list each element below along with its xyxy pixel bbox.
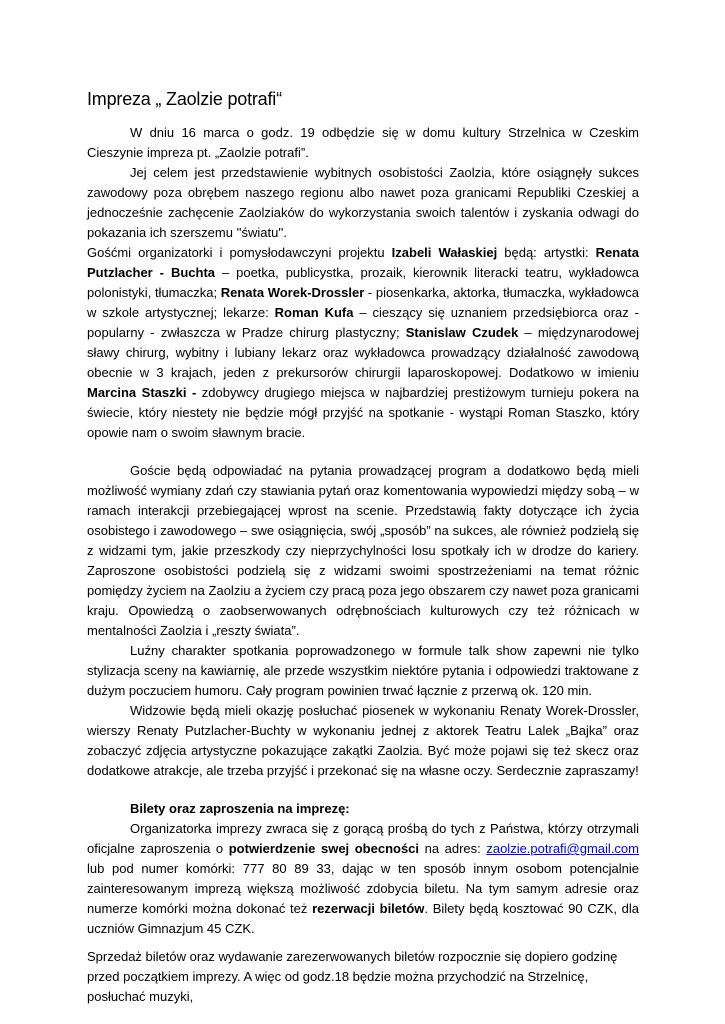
paragraph-sales: Sprzedaż biletów oraz wydawanie zarezerwowanych biletów rozpocznie się dopiero godzinę przed początkiem imprezy. A więc od godz.18 będzie można przychodzić na Strzelnicę, posłuchać muzyki, xyxy=(87,949,618,1004)
paragraph-spacer xyxy=(87,939,639,947)
confirm-attendance-label: potwierdzenie swej obecności xyxy=(228,841,420,856)
guests-text-5: – cieszący się uznaniem przedsiębiorca oraz - popularny - zwłaszcza w Pradze chirurg plastyczny; xyxy=(87,305,640,340)
ticket-reservation-label: rezerwacji biletów xyxy=(312,901,425,916)
tickets-text-3: lub pod numer komórki: 777 80 89 33, dając w ten sposób innym osobom potencjalnie zainteresowanym imprezą większą możliwość zdobycia biletu. Na tym samym adresie oraz numerze komórki można dokonać też xyxy=(87,861,639,916)
document-body xyxy=(87,123,639,1007)
paragraph-attractions: Widzowie będą mieli okazję posłuchać piosenek w wykonaniu Renaty Worek-Drossler, wierszy Renaty Putzlacher-Buchty w wykonaniu jednej z aktorek Teatru Lalek „Bajka” oraz zobaczyć zdjęcia artystyczne pokazujące zakątki Zaolzia. Być może pojawi się też skecz oraz dodatkowe atrakcje, ale trzeba przyjść i przekonać się na własne oczy. Serdecznie zapraszamy! xyxy=(87,703,639,778)
paragraph-goal: Jej celem jest przedstawienie wybitnych osobistości Zaolzia, które osiągnęły sukces zawodowy poza obrębem naszego regionu albo nawet poza granicami Republiki Czeskiej a jednocześnie zachęcenie Zaolziaków do wykorzystania swoich talentów i zyskania odwagi do pokazania ich szerszemu ''światu''. xyxy=(87,165,639,240)
guest-name-staszka: Marcina Staszki - xyxy=(87,385,197,400)
guests-text-4: - piosenkarka, aktorka, tłumaczka, wykładowca w szkole artystycznej; lekarze: xyxy=(87,285,639,320)
guests-text-3: – poetka, publicystka, prozaik, kierownik literacki teatru, wykładowca polonistyki, tłumaczka; xyxy=(87,265,639,300)
paragraph-format: Goście będą odpowiadać na pytania prowadzącej program a dodatkowo będą mieli możliwość wymiany zdań czy stawiania pytań oraz komentowania wypowiedzi między sobą – w ramach interakcji przebiegającej wprost na scenie. Przedstawią fakty dotyczące ich życia osobistego i zawodowego – swe osiągnięcia, swój „sposób” na sukces, ale również podzielą się z widzami tym, jakie przeszkody czy nieprzychylności losu spotkały ich w drodze do kariery. Zaproszone osobistości podzielą się z widzami swoimi spostrzeżeniami na temat różnic pomiędzy życiem na Zaolziu a życiem czy pracą poza jego obszarem czy nawet poza granicami kraju. Opowiedzą o zaobserwowanych odrębnościach kulturowych czy też różnicach w mentalności Zaolzia i „reszty świata”. xyxy=(87,463,639,638)
paragraph-intro: W dniu 16 marca o godz. 19 odbędzie się w domu kultury Strzelnica w Czeskim Cieszynie impreza pt. „Zaolzie potrafi”. xyxy=(87,125,639,160)
organizer-name: Izabeli Wałaskiej xyxy=(391,245,498,260)
guest-name-worek-drossler: Renata Worek-Drossler xyxy=(220,285,365,300)
paragraph-spacer xyxy=(87,443,639,461)
guests-text-1: Gośćmi organizatorki i pomysłodawczyni projektu xyxy=(87,245,392,260)
contact-email-link[interactable]: zaolzie.potrafi@gmail.com xyxy=(486,841,639,856)
paragraph-talkshow: Luźny charakter spotkania poprowadzonego w formule talk show zapewni nie tylko stylizacja sceny na kawiarnię, ale przede wszystkim niektóre pytania i odpowiedzi traktowane z dużym poczuciem humoru. Cały program powinien trwać łącznie z przerwą ok. 120 min. xyxy=(87,643,639,698)
paragraph-spacer xyxy=(87,781,639,799)
tickets-text-2: na adres: xyxy=(419,841,487,856)
tickets-heading: Bilety oraz zaproszenia na imprezę: xyxy=(130,801,350,816)
guest-name-putzlacher: Renata Putzlacher - Buchta xyxy=(87,245,639,280)
guests-text-6: – międzynarodowej sławy chirurg, wybitny i lubiany lekarz oraz wykładowca prowadzący działalność zawodową obecnie w 3 krajach, jeden z prekursorów chirurgii laparoskopowej. Dodatkowo w imieniu xyxy=(87,325,640,380)
guest-name-kufa: Roman Kufa xyxy=(274,305,354,320)
tickets-text-4: . Bilety będą kosztować 90 CZK, dla uczniów Gimnazjum 45 CZK. xyxy=(87,901,639,936)
paragraph-tickets xyxy=(87,819,639,939)
paragraph-guests xyxy=(87,243,639,443)
guests-text-2: będą: artystki: xyxy=(497,245,596,260)
guests-text-7: zdobywcy drugiego miejsca w najbardziej prestiżowym turnieju pokera na świecie, który niestety nie będzie mógł przyjść na spotkanie - wystąpi Roman Staszko, który opowie nam o swoim sławnym bracie. xyxy=(87,385,639,440)
document-title: Impreza „ Zaolzie potrafi“ xyxy=(87,89,282,109)
tickets-text-1: Organizatorka imprezy zwraca się z gorącą prośbą do tych z Państwa, którzy otrzymali oficjalne zaproszenia o xyxy=(87,821,639,856)
guest-name-czudek: Stanislaw Czudek xyxy=(405,325,519,340)
